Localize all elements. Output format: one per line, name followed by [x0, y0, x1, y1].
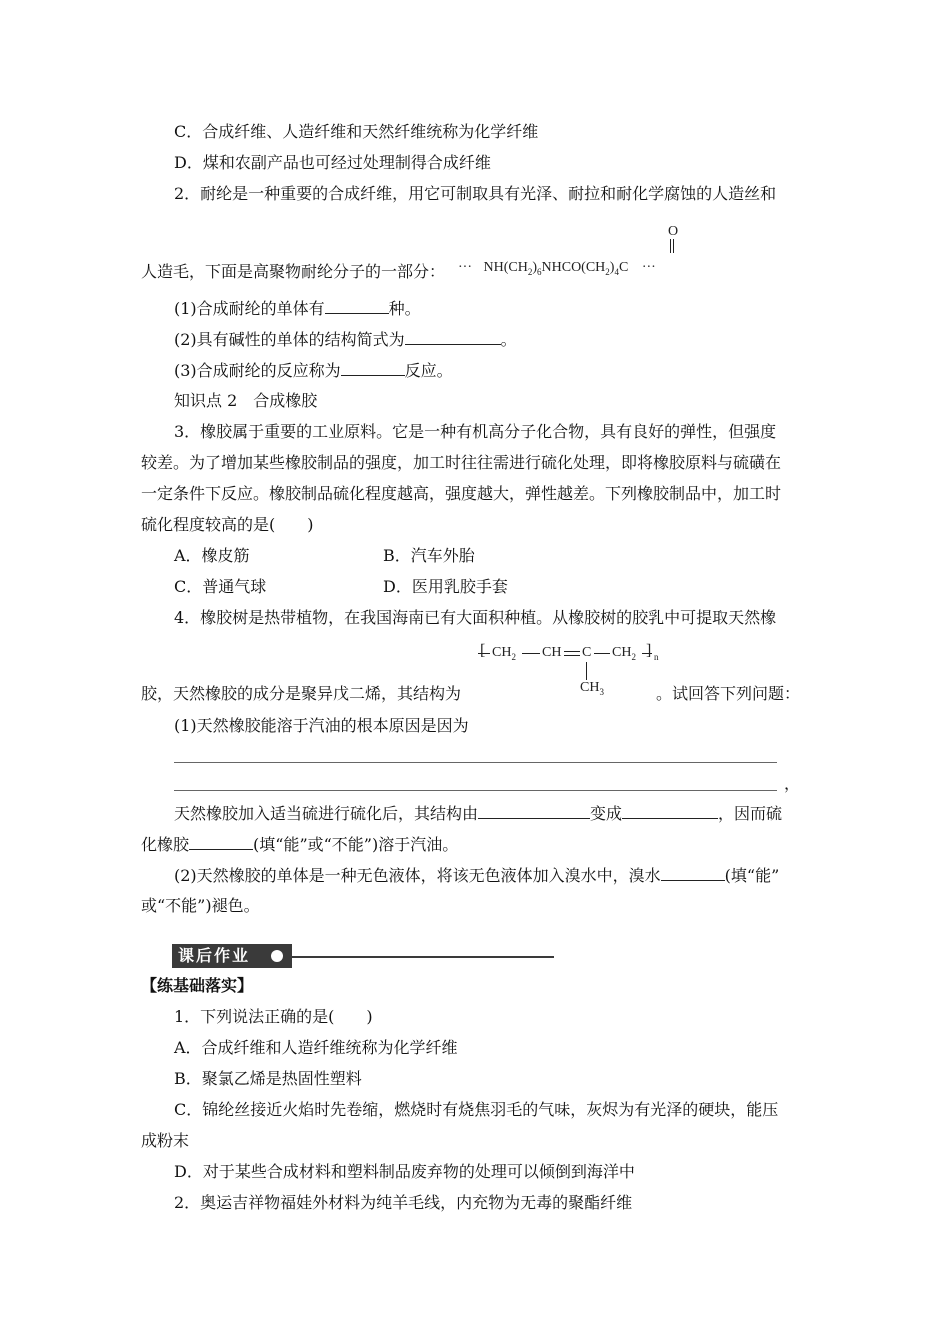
- question-4-sub1-cont2: [141, 834, 458, 855]
- question-text: 化橡胶: [141, 835, 190, 854]
- option-b: B．汽车外胎: [383, 546, 475, 565]
- question-text: 变成: [590, 804, 623, 823]
- formula-sub: 6: [537, 267, 542, 277]
- question-text: 。: [500, 330, 517, 349]
- question-text: 天然橡胶加入适当硫进行硫化后，其结构由: [174, 804, 479, 823]
- bond-line: [594, 653, 610, 654]
- question-4-sub1-cont: [174, 803, 782, 824]
- answer-blank[interactable]: [325, 298, 389, 314]
- bond-line: [478, 653, 490, 654]
- option-d: D．对于某些合成材料和塑料制品废弃物的处理可以倾倒到海洋中: [174, 1162, 635, 1181]
- double-bond-left: [670, 239, 672, 253]
- question-3-line2: 较差。为了增加某些橡胶制品的强度，加工时往往需进行硫化处理，即将橡胶原料与硫磺在: [141, 453, 782, 472]
- option-d: D．医用乳胶手套: [383, 577, 508, 596]
- option-c: C．锦纶丝接近火焰时先卷缩，燃烧时有烧焦羽毛的气味，灰烬为有光泽的硬块，能压: [174, 1100, 779, 1119]
- formula-dots-left: ···: [458, 260, 472, 275]
- banner-divider: [292, 956, 554, 958]
- question-text: (填“能”或“不能”)溶于汽油。: [253, 835, 459, 854]
- answer-blank[interactable]: [661, 865, 725, 881]
- answer-blank[interactable]: [189, 834, 253, 850]
- nylon-structure-formula: [458, 224, 708, 284]
- answer-line-end-comma: ，: [784, 774, 801, 793]
- question-text: ，因而硫: [718, 804, 783, 823]
- formula-n: n: [654, 652, 659, 662]
- question-4-sub2: [174, 865, 779, 886]
- question-4-line1: 4．橡胶树是热带植物，在我国海南已有大面积种植。从橡胶树的胶乳中可提取天然橡: [174, 608, 777, 627]
- question-3-line3: 一定条件下反应。橡胶制品硫化程度越高，强度越大，弹性越差。下列橡胶制品中，加工时: [141, 484, 782, 503]
- formula-ch2: CH: [612, 645, 632, 660]
- question-3-line4: 硫化程度较高的是( ): [141, 515, 314, 534]
- formula-ch: CH: [542, 645, 562, 660]
- bond-line: [522, 653, 540, 654]
- option-b: B．聚氯乙烯是热固性塑料: [174, 1069, 362, 1088]
- formula-sub: 3: [599, 687, 604, 697]
- formula-nhco: NHCO(CH: [541, 260, 606, 275]
- formula-paren: ): [609, 260, 615, 275]
- bracket-left-icon: [: [480, 642, 486, 659]
- question-2-intro: 2．耐纶是一种重要的合成纤维，用它可制取具有光泽、耐拉和耐化学腐蚀的人造丝和: [174, 184, 777, 203]
- formula-nh: NH(CH: [483, 260, 528, 275]
- question-text: (填“能”: [724, 866, 780, 885]
- banner-label: 课后作业: [178, 946, 251, 965]
- question-text: (3)合成耐纶的反应称为: [174, 361, 341, 380]
- question-text: (2)具有碱性的单体的结构简式为: [174, 330, 405, 349]
- question-4-line2b: 。试回答下列问题：: [656, 684, 801, 703]
- question-2-sub3: [174, 360, 453, 381]
- question-3-line1: 3．橡胶属于重要的工业原料。它是一种有机高分子化合物，具有良好的弹性，但强度: [174, 422, 777, 441]
- formula-sub: 4: [614, 267, 619, 277]
- formula-carbon: C: [618, 260, 629, 275]
- answer-blank[interactable]: [622, 803, 718, 819]
- answer-line-2[interactable]: [174, 790, 777, 791]
- option-c: C．合成纤维、人造纤维和天然纤维统称为化学纤维: [174, 122, 539, 141]
- formula-sub: 2: [527, 267, 533, 277]
- exercise-1: 1．下列说法正确的是( ): [174, 1007, 373, 1026]
- question-2-sub1: [174, 298, 421, 319]
- formula-ch2: CH: [492, 645, 512, 660]
- exercise-2: 2．奥运吉祥物福娃外材料为纯羊毛线，内充物为无毒的聚酯纤维: [174, 1193, 633, 1212]
- formula-c: C: [582, 645, 592, 660]
- question-4-sub2-cont: 或“不能”)褪色。: [141, 896, 260, 915]
- question-2-text: 人造毛，下面是高聚物耐纶分子的一部分：: [141, 262, 446, 281]
- question-text: 种。: [388, 299, 421, 318]
- formula-dots-right: ···: [641, 260, 656, 275]
- question-text: (2)天然橡胶的单体是一种无色液体，将该无色液体加入溴水中，溴水: [174, 866, 661, 885]
- option-a: A．合成纤维和人造纤维统称为化学纤维: [174, 1038, 458, 1057]
- question-4-sub1: (1)天然橡胶能溶于汽油的根本原因是因为: [174, 716, 469, 735]
- double-bond-right: [673, 239, 675, 253]
- formula-paren: ): [532, 260, 538, 275]
- exercise-heading: 【练基础落实】: [141, 976, 254, 995]
- option-a: A．橡皮筋: [174, 546, 250, 565]
- formula-sub: 2: [605, 267, 610, 277]
- answer-blank[interactable]: [341, 360, 405, 376]
- answer-blank[interactable]: [405, 329, 501, 345]
- polyisoprene-structure-formula: [478, 640, 668, 698]
- question-text: 反应。: [404, 361, 453, 380]
- banner-dot-icon: [271, 950, 283, 962]
- question-2-sub2: [174, 329, 517, 350]
- question-text: (1)合成耐纶的单体有: [174, 299, 325, 318]
- answer-blank[interactable]: [478, 803, 590, 819]
- option-c: C．普通气球: [174, 577, 267, 596]
- answer-line-1[interactable]: [174, 762, 777, 763]
- bracket-right-icon: ]: [646, 642, 652, 659]
- formula-oxygen: O: [668, 224, 679, 239]
- formula-sub: 2: [511, 652, 516, 662]
- formula-ch3: CH: [580, 680, 600, 695]
- double-bond-top: [564, 651, 580, 652]
- formula-sub: 2: [631, 652, 636, 662]
- section-heading: 知识点 2 合成橡胶: [174, 391, 318, 410]
- option-d: D．煤和农副产品也可经过处理制得合成纤维: [174, 153, 491, 172]
- double-bond-bottom: [564, 655, 580, 656]
- option-c-cont: 成粉末: [141, 1131, 190, 1150]
- bond-vertical: [586, 662, 587, 680]
- question-4-line2a: 胶，天然橡胶的成分是聚异戊二烯，其结构为: [141, 684, 462, 703]
